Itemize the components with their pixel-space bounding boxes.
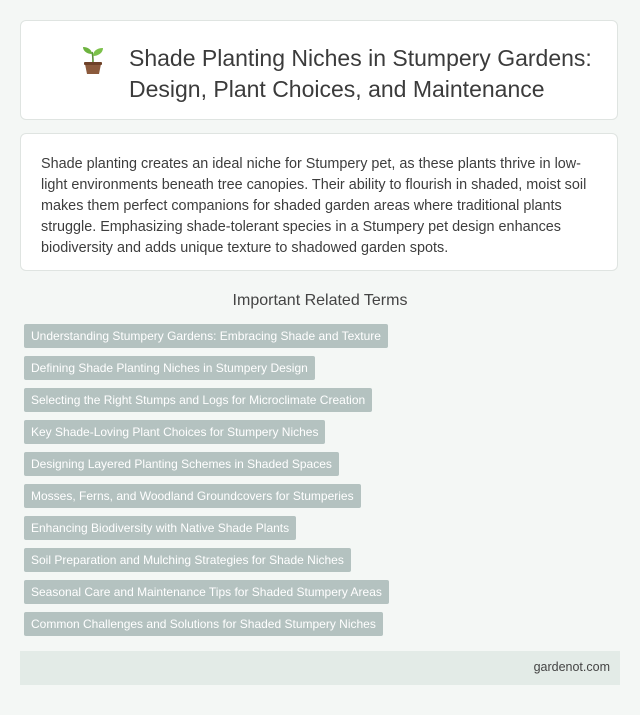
title-card [20, 20, 618, 120]
related-term-chip[interactable]: Defining Shade Planting Niches in Stumpery Design [24, 356, 315, 380]
related-term-chip[interactable]: Mosses, Ferns, and Woodland Groundcovers for Stumperies [24, 484, 361, 508]
related-term-chip[interactable]: Common Challenges and Solutions for Shaded Stumpery Niches [24, 612, 383, 636]
related-term-chip[interactable]: Enhancing Biodiversity with Native Shade Plants [24, 516, 296, 540]
related-term-chip[interactable]: Understanding Stumpery Gardens: Embracing Shade and Texture [24, 324, 388, 348]
footer-bar [20, 651, 620, 685]
intro-paragraph: Shade planting creates an ideal niche for Stumpery pet, as these plants thrive in low-light environments beneath tree canopies. Their ability to flourish in shaded, moist soil makes them perfect companions for shaded garden areas where traditional plants struggle. Emphasizing shade-tolerant species in a Stumpery pet design enhances biodiversity and adds unique texture to shadowed garden spots. [41, 156, 587, 256]
related-terms-heading: Important Related Terms [232, 292, 408, 309]
related-term-chip[interactable]: Soil Preparation and Mulching Strategies for Shade Niches [24, 548, 351, 572]
related-term-chip[interactable]: Selecting the Right Stumps and Logs for Microclimate Creation [24, 388, 372, 412]
related-term-chip[interactable]: Seasonal Care and Maintenance Tips for Shaded Stumpery Areas [24, 580, 389, 604]
related-term-chip[interactable]: Key Shade-Loving Plant Choices for Stumpery Niches [24, 420, 325, 444]
intro-card [20, 133, 618, 271]
related-terms-list [24, 324, 389, 644]
related-term-chip[interactable]: Designing Layered Planting Schemes in Shaded Spaces [24, 452, 339, 476]
page-title: Shade Planting Niches in Stumpery Gardens: Design, Plant Choices, and Maintenance [129, 45, 592, 102]
site-credit[interactable]: gardenot.com [533, 660, 610, 674]
title-row [79, 43, 619, 105]
seedling-icon [79, 45, 107, 75]
